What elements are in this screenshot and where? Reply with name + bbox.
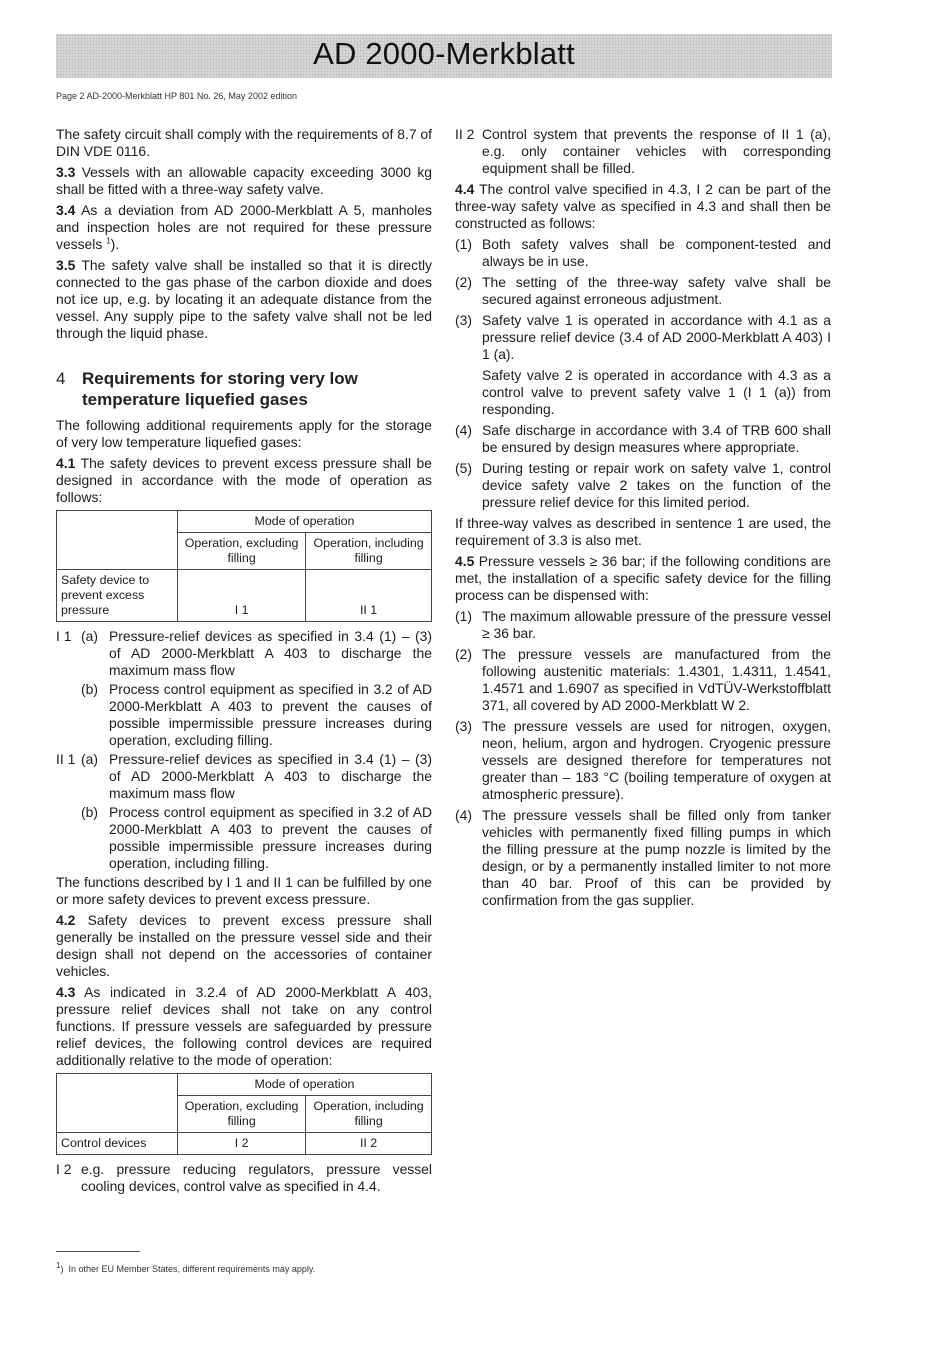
table-row-label: Safety device to prevent excess pressure bbox=[57, 570, 178, 622]
list-item: (3) Safety valve 1 is operated in accordance with 4.1 as a pressure relief device (3.4 of AD 2000-Merkblatt A 403) I 1 (a). bbox=[455, 312, 831, 362]
clause-number: 3.3 bbox=[56, 164, 76, 180]
paragraph-3-5: 3.5 The safety valve shall be installed so that it is directly connected to the gas phase of the carbon dioxide and does not ice up, e.g. by locating it an adequate distance from the vessel. Any supply pipe to the safety valve shall not be led through the liquid phase. bbox=[56, 257, 432, 341]
list-item: (4) The pressure vessels shall be filled only from tanker vehicles with permanently fixed filling pumps in which the filling pressure at the pump nozzle is limited by the design, or by a permanently installed limiter to not more than 40 bar. Proof of this can be provided by confirmation from the gas supplier. bbox=[455, 807, 831, 908]
table-cell: II 2 bbox=[306, 1133, 432, 1155]
list-item-ii2: II 2 Control system that prevents the response of II 1 (a), e.g. only container vehicles with corresponding equipment shall be filled. bbox=[455, 126, 831, 176]
table-col-including: Operation, including filling bbox=[306, 1096, 432, 1133]
control-device-table bbox=[56, 1073, 432, 1155]
footnote: $^1$) In other EU Member States, different requirements may apply. bbox=[56, 1261, 316, 1274]
table-header-mode: Mode of operation bbox=[178, 1074, 432, 1096]
clause-number: 4.5 bbox=[455, 553, 475, 569]
header-band bbox=[56, 34, 832, 78]
clause-number: 4.4 bbox=[455, 181, 475, 197]
table-corner bbox=[57, 1074, 178, 1133]
paragraph-4-1: 4.1 The safety devices to prevent excess pressure shall be designed in accordance with the mode of operation as follows: bbox=[56, 455, 432, 505]
paragraph-4-4: 4.4 The control valve specified in 4.3, I 2 can be part of the three-way safety valve as specified in 4.3 and shall then be constructed as follows: bbox=[455, 181, 831, 231]
clause-number: 4.1 bbox=[56, 455, 76, 471]
paragraph-3-3: 3.3 Vessels with an allowable capacity exceeding 3000 kg shall be fitted with a three-way safety valve. bbox=[56, 164, 433, 197]
table-row-label: Control devices bbox=[57, 1133, 178, 1155]
paragraph-4-intro: The following additional requirements apply for the storage of very low temperature liquefied gases: bbox=[56, 417, 432, 450]
list-item: (1) The maximum allowable pressure of the pressure vessel ≥ 36 bar. bbox=[455, 608, 831, 641]
list-item-i2: I 2 e.g. pressure reducing regulators, pressure vessel cooling devices, control valve as specified in 4.4. bbox=[56, 1161, 432, 1194]
list-item-ii1a: II 1 (a) Pressure-relief devices as specified in 3.4 (1) – (3) of AD 2000-Merkblatt A 403 to discharge the maximum mass flow bbox=[56, 751, 432, 801]
table-col-including: Operation, including filling bbox=[306, 533, 432, 570]
clause-number: 3.5 bbox=[56, 257, 76, 273]
paragraph-functions: The functions described by I 1 and II 1 can be fulfilled by one or more safety devices to prevent excess pressure. bbox=[56, 874, 432, 907]
section-number: 4 bbox=[56, 369, 66, 388]
left-column bbox=[56, 126, 432, 1197]
table-col-excluding: Operation, excluding filling bbox=[178, 1096, 306, 1133]
list-item-continuation: Safety valve 2 is operated in accordance with 4.3 as a control valve to prevent safety valve 1 (I 1 (a)) from responding. bbox=[482, 367, 831, 417]
table-corner bbox=[57, 511, 178, 570]
paragraph-4-5: 4.5 Pressure vessels ≥ 36 bar; if the following conditions are met, the installation of a specific safety device for the filling process can be dispensed with: bbox=[455, 553, 831, 603]
section-title: Requirements for storing very low temperature liquefied gases bbox=[82, 369, 358, 409]
list-item: (2) The setting of the three-way safety valve shall be secured against erroneous adjustment. bbox=[455, 274, 831, 307]
list-item-i1b: (b) Process control equipment as specified in 3.2 of AD 2000-Merkblatt A 403 to prevent the causes of possible impermissible pressure increases during operation, excluding filling. bbox=[81, 681, 432, 748]
footnote-marker: 1 bbox=[56, 1261, 61, 1270]
table-col-excluding: Operation, excluding filling bbox=[178, 533, 306, 570]
section-4-heading bbox=[56, 368, 432, 410]
paragraph-intro: The safety circuit shall comply with the requirements of 8.7 of DIN VDE 0116. bbox=[56, 126, 432, 159]
paragraph-3-4: 3.4 As a deviation from AD 2000-Merkblatt A 5, manholes and inspection holes are not required for these pressure vessels $^1$). bbox=[56, 202, 433, 252]
list-item: (2) The pressure vessels are manufactured from the following austenitic materials: 1.4301, 1.4311, 1.4541, 1.4571 and 1.6907 as specified in VdTÜV-Werkstoffblatt 371, all covered by AD 2000-Merkblatt W 2. bbox=[455, 646, 831, 713]
clause-number: 3.4 bbox=[56, 202, 76, 218]
paragraph-three-way: If three-way valves as described in sentence 1 are used, the requirement of 3.3 is also met. bbox=[455, 515, 831, 548]
right-column bbox=[455, 126, 831, 913]
list-item: (3) The pressure vessels are used for nitrogen, oxygen, neon, helium, argon and hydrogen. Cryogenic pressure vessels are designed therefore for temperatures not greater than – 183 °C (boiling temperature of oxygen at atmospheric pressure). bbox=[455, 718, 831, 802]
footnote-divider bbox=[56, 1251, 140, 1252]
page-reference: Page 2 AD-2000-Merkblatt HP 801 No. 26, May 2002 edition bbox=[56, 91, 297, 101]
footnote-ref: 1 bbox=[106, 236, 111, 246]
table-header-mode: Mode of operation bbox=[178, 511, 432, 533]
clause-number: 4.3 bbox=[56, 984, 76, 1000]
table-cell: I 1 bbox=[178, 570, 306, 622]
list-item-i1a: I 1 (a) Pressure-relief devices as specified in 3.4 (1) – (3) of AD 2000-Merkblatt A 403 to discharge the maximum mass flow bbox=[56, 628, 432, 678]
table-cell: II 1 bbox=[306, 570, 432, 622]
clause-number: 4.2 bbox=[56, 912, 76, 928]
list-item: (4) Safe discharge in accordance with 3.4 of TRB 600 shall be ensured by design measures where appropriate. bbox=[455, 422, 831, 455]
paragraph-4-2: 4.2 Safety devices to prevent excess pressure shall generally be installed on the pressure vessel side and their design shall not depend on the accessories of container vehicles. bbox=[56, 912, 432, 979]
list-item-ii1b: (b) Process control equipment as specified in 3.2 of AD 2000-Merkblatt A 403 to prevent the causes of possible impermissible pressure increases during operation, including filling. bbox=[81, 804, 432, 871]
safety-device-table bbox=[56, 510, 432, 622]
table-cell: I 2 bbox=[178, 1133, 306, 1155]
page-title: AD 2000-Merkblatt bbox=[313, 36, 575, 71]
paragraph-4-3: 4.3 As indicated in 3.2.4 of AD 2000-Merkblatt A 403, pressure relief devices shall not take on any control functions. If pressure vessels are safeguarded by pressure relief devices, the following control devices are required additionally relative to the mode of operation: bbox=[56, 984, 432, 1068]
list-item: (1) Both safety valves shall be component-tested and always be in use. bbox=[455, 236, 831, 269]
list-item: (5) During testing or repair work on safety valve 1, control device safety valve 2 takes on the function of the pressure relief device for this limited period. bbox=[455, 460, 831, 510]
